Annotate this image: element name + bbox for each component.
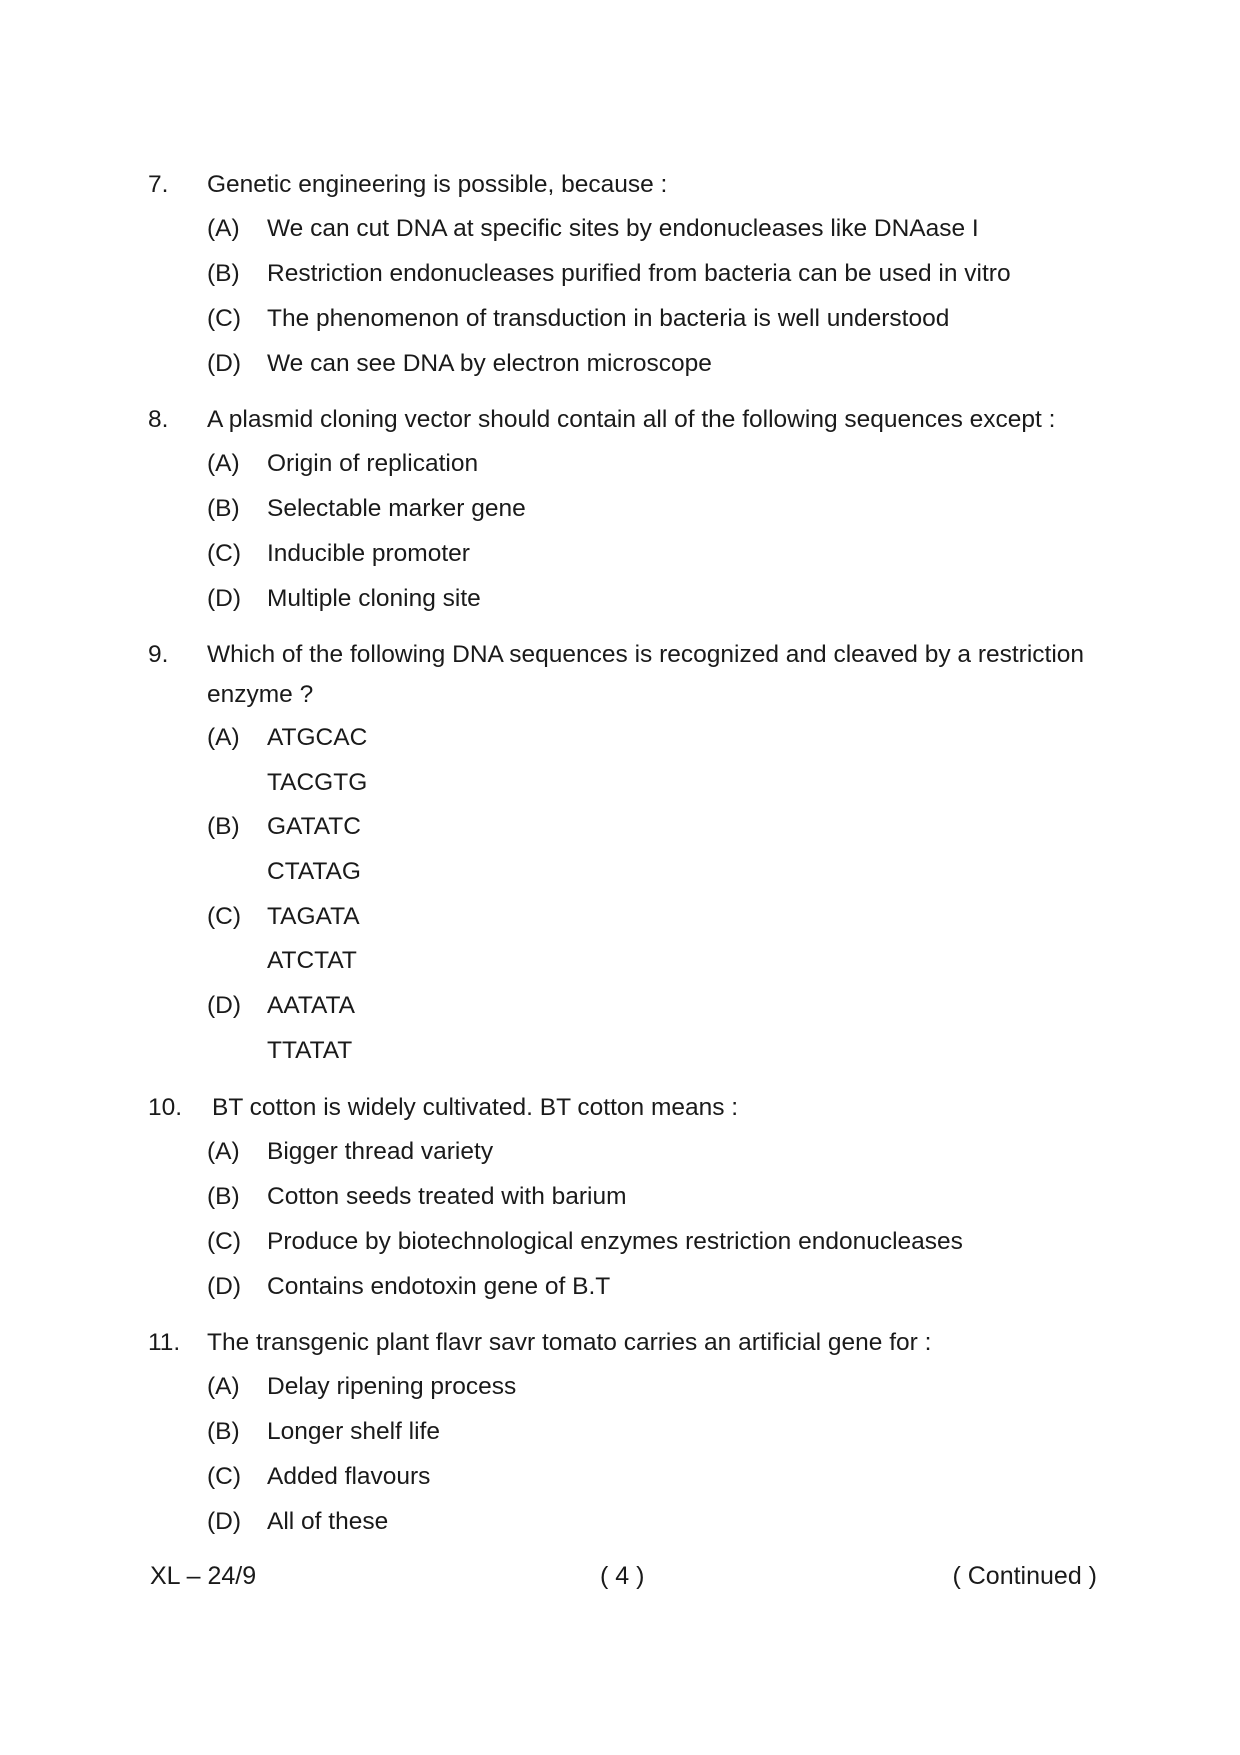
paper-code: XL – 24/9 <box>150 1562 257 1590</box>
dna-strand-bottom: ATCTAT <box>267 947 357 974</box>
option-d: (D) All of these <box>207 1508 389 1535</box>
question-text: Which of the following DNA sequences is recognized and cleaved by a restriction enzyme ? <box>207 641 1085 708</box>
question-number: 8. <box>148 406 169 433</box>
dna-strand-bottom: TACGTG <box>267 769 368 796</box>
option-b: (B) GATATC <box>207 813 361 840</box>
question-number: 10. <box>148 1094 183 1121</box>
option-d: (D) We can see DNA by electron microscope <box>207 350 712 377</box>
question-number: 11. <box>148 1329 181 1356</box>
option-a: (A) ATGCAC <box>207 724 368 751</box>
option-c: (C) The phenomenon of transduction in bacteria is well understood <box>207 305 950 332</box>
question-text: Genetic engineering is possible, because : <box>207 171 668 198</box>
page-footer <box>0 1560 1240 1592</box>
option-c: (C) TAGATA <box>207 903 360 930</box>
option-a: (A) Delay ripening process <box>207 1373 517 1400</box>
option-a: (A) We can cut DNA at specific sites by endonucleases like DNAase I <box>207 215 979 242</box>
option-c: (C) Added flavours <box>207 1463 431 1490</box>
option-c: (C) Inducible promoter <box>207 540 470 567</box>
question-number: 7. <box>148 171 169 198</box>
dna-strand-bottom: CTATAG <box>267 858 361 885</box>
option-b: (B) Restriction endonucleases purified from bacteria can be used in vitro <box>207 260 1011 287</box>
dna-strand-top: AATATA <box>267 992 356 1019</box>
option-a: (A) Origin of replication <box>207 450 479 477</box>
question-text: BT cotton is widely cultivated. BT cotton means : <box>212 1094 739 1121</box>
option-d: (D) AATATA <box>207 992 356 1019</box>
page-number: ( 4 ) <box>600 1562 645 1590</box>
continued-note: ( Continued ) <box>952 1562 1097 1590</box>
option-d: (D) Contains endotoxin gene of B.T <box>207 1273 611 1300</box>
question-text: A plasmid cloning vector should contain all of the following sequences except : <box>207 406 1056 433</box>
option-b: (B) Cotton seeds treated with barium <box>207 1183 627 1210</box>
dna-strand-top: TAGATA <box>267 903 360 930</box>
question-number: 9. <box>148 641 169 668</box>
question-text: The transgenic plant flavr savr tomato carries an artificial gene for : <box>207 1329 932 1356</box>
option-c: (C) Produce by biotechnological enzymes restriction endonucleases <box>207 1228 963 1255</box>
dna-strand-top: ATGCAC <box>267 724 368 751</box>
dna-strand-bottom: TTATAT <box>267 1037 353 1064</box>
option-b: (B) Longer shelf life <box>207 1418 440 1445</box>
option-a: (A) Bigger thread variety <box>207 1138 494 1165</box>
option-b: (B) Selectable marker gene <box>207 495 526 522</box>
dna-strand-top: GATATC <box>267 813 361 840</box>
option-d: (D) Multiple cloning site <box>207 585 481 612</box>
